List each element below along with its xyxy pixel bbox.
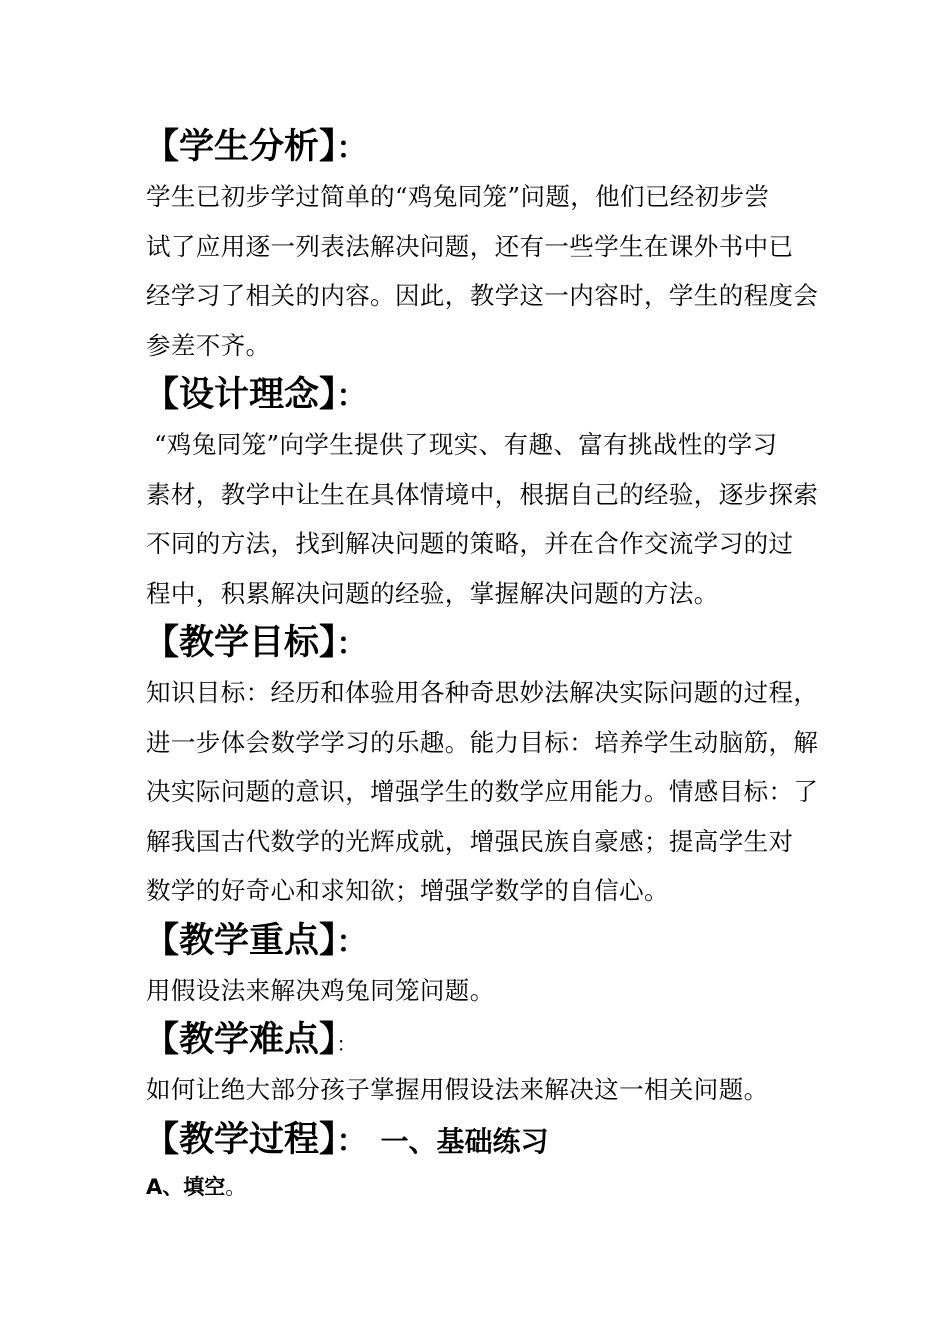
paragraph-teaching-goals xyxy=(146,668,836,916)
process-item xyxy=(146,1165,836,1209)
document-content xyxy=(146,122,836,1209)
heading-text: 【教学重点】 xyxy=(144,920,337,961)
heading-colon: ： xyxy=(336,1032,357,1056)
paragraph-line: 解我国古代数学的光辉成就，增强民族自豪感；提高学生对 xyxy=(146,826,794,856)
section-heading-teaching-focus xyxy=(144,916,836,966)
paragraph-line: 素材，教学中让生在具体情境中，根据自己的经验，逐步探索 xyxy=(146,479,819,509)
heading-text: 【设计理念】 xyxy=(144,375,337,415)
paragraph-line: 参差不齐。 xyxy=(146,330,271,360)
paragraph-line: 程中，积累解决问题的经验，掌握解决问题的方法。 xyxy=(146,578,719,608)
heading-text: 【教学过程】 xyxy=(144,1119,337,1160)
paragraph-line: “鸡兔同笼”向学生提供了现实、有趣、富有挑战性的学习 xyxy=(154,430,778,459)
heading-colon: ： xyxy=(336,924,367,960)
section-heading-design-concept xyxy=(144,370,836,420)
paragraph-student-analysis xyxy=(146,172,836,370)
paragraph-line: 学生已初步学过简单的“鸡兔同笼”问题，他们已经初步尝 xyxy=(146,182,770,211)
paragraph-line: 如何让绝大部分孩子掌握用假设法来解决这一相关问题。 xyxy=(146,1075,769,1104)
heading-colon: ： xyxy=(336,379,367,414)
paragraph-line: 知识目标：经历和体验用各种奇思妙法解决实际问题的过程， xyxy=(146,678,819,707)
paragraph-teaching-difficulty xyxy=(146,1065,836,1115)
heading-colon: ： xyxy=(336,1123,367,1159)
section-heading-student-analysis xyxy=(144,122,836,172)
heading-colon: ： xyxy=(336,627,367,662)
paragraph-line: 用假设法来解决鸡兔同笼问题。 xyxy=(146,975,495,1005)
paragraph-design-concept xyxy=(146,420,836,618)
paragraph-teaching-focus xyxy=(146,966,836,1016)
section-heading-teaching-difficulty xyxy=(144,1015,836,1065)
paragraph-line: 数学的好奇心和求知欲；增强学数学的自信心。 xyxy=(146,876,669,905)
paragraph-line: 试了应用逐一列表法解决问题，还有一些学生在课外书中已 xyxy=(146,231,794,261)
process-subheading: 一、基础练习 xyxy=(380,1124,549,1158)
heading-text: 【学生分析】 xyxy=(144,127,337,167)
heading-colon: ： xyxy=(336,131,367,166)
heading-text: 【教学难点】 xyxy=(144,1020,337,1060)
paragraph-line: 进一步体会数学学习的乐趣。能力目标：培养学生动脑筋，解 xyxy=(146,727,819,757)
section-heading-teaching-process xyxy=(144,1115,836,1165)
process-item-text: A、填空 xyxy=(146,1174,226,1199)
section-heading-teaching-goals xyxy=(144,618,836,668)
paragraph-line: 不同的方法，找到解决问题的策略，并在合作交流学习的过 xyxy=(146,529,794,558)
paragraph-line: 决实际问题的意识，增强学生的数学应用能力。情感目标：了 xyxy=(146,777,819,806)
process-item-dot: 。 xyxy=(225,1174,247,1199)
heading-text: 【教学目标】 xyxy=(144,623,337,663)
paragraph-line: 经学习了相关的内容。因此，教学这一内容时，学生的程度会 xyxy=(146,281,819,310)
